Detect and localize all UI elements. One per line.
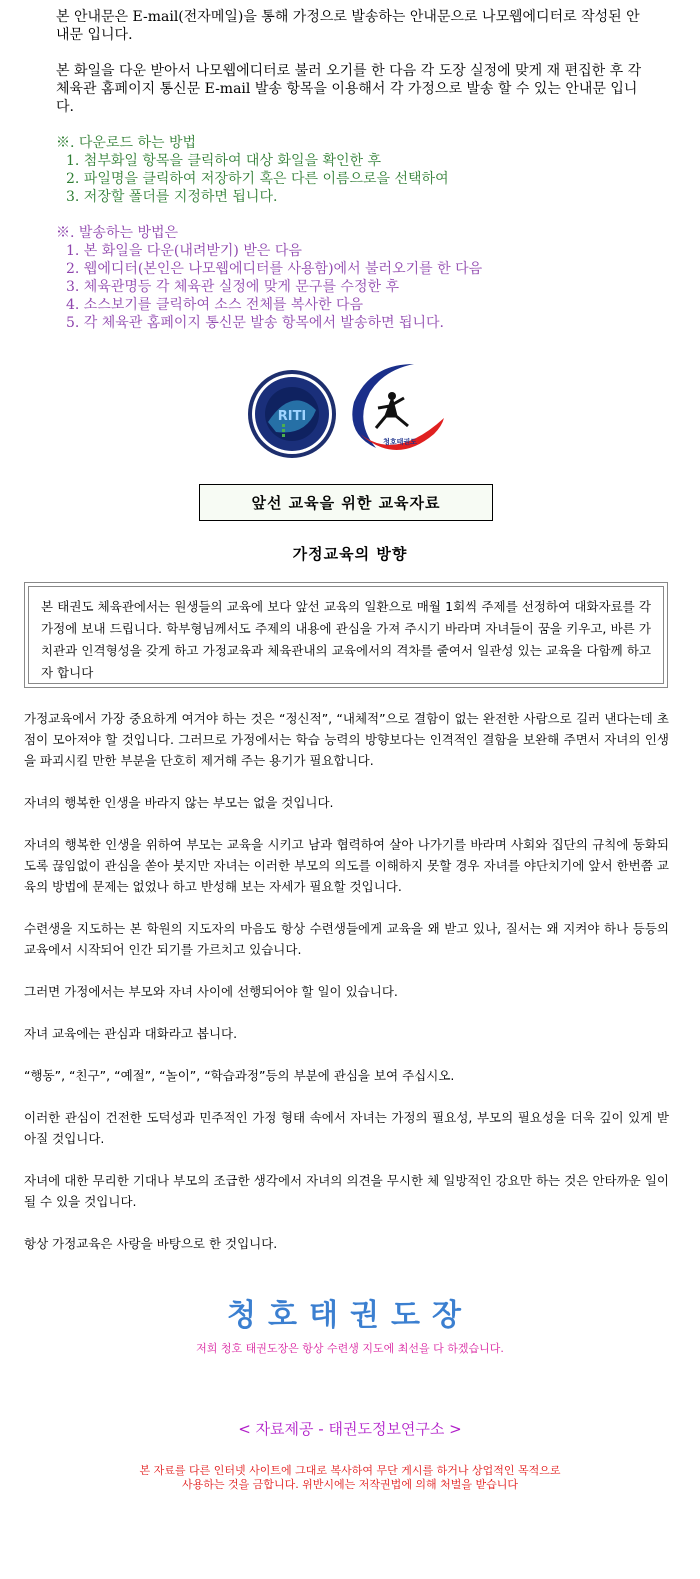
body-paragraph: “행동”, “친구”, “예절”, “놀이”, “학습과정”등의 부분에 관심을 보여 주십시오.	[24, 1068, 455, 1083]
copyright-notice	[0, 1464, 700, 1492]
body-paragraph: 자녀의 행복한 인생을 위하여 부모는 교육을 시키고 남과 협력하여 살아 나가기를 바라며 사회와 집단의 규칙에 동화되도록 끊임없이 관심을 쏟아 붓지만 자녀는 이러한 부모의 의도를 이해하지 못할 경우 자녀를 야단치기에 앞서 한번쯤 교육의 방법에 문제는 없었나 하고 반성해 보는 자세가 필요할 것입니다.	[24, 837, 669, 894]
seal-text: RITI	[277, 409, 307, 424]
body-paragraph: 이러한 관심이 건전한 도덕성과 민주적인 가정 형태 속에서 자녀는 가정의 필요성, 부모의 필요성을 더욱 깊이 있게 받아질 것입니다.	[24, 1110, 669, 1146]
copyright-line-1: 본 자료를 다른 인터넷 사이트에 그대로 복사하여 무단 게시를 하거나 상업적인 목적으로	[139, 1464, 561, 1477]
title-box-text: 앞선 교육을 위한 교육자료	[251, 494, 441, 512]
logos	[246, 362, 446, 462]
send-step: 5. 각 체육관 홈페이지 통신문 발송 항목에서 발송하면 됩니다.	[66, 315, 444, 331]
send-section	[56, 224, 646, 332]
intro-box	[24, 582, 668, 688]
send-step: 4. 소스보기를 클릭하여 소스 전체를 복사한 다음	[66, 297, 364, 313]
intro-para-1: 본 안내문은 E-mail(전자메일)을 통해 가정으로 발송하는 안내문으로 나모웹에디터로 작성된 안내문 입니다.	[56, 9, 640, 43]
download-title: ※. 다운로드 하는 방법	[56, 135, 196, 151]
brand-title: 청호태권도장	[227, 1298, 473, 1333]
title-box	[199, 484, 493, 521]
body-paragraph: 자녀 교육에는 관심과 대화라고 봅니다.	[24, 1026, 238, 1041]
page-heading: 가정교육의 방향	[292, 545, 408, 563]
body-paragraph: 가정교육에서 가장 중요하게 여겨야 하는 것은 “정신적”, “내체적”으로 결함이 없는 완전한 사람으로 길러 낸다는데 초점이 모아져야 할 것입니다. 그러므로 가정에서는 학습 능력의 방향보다는 인격적인 결함을 보완해 주면서 자녀의 인생을 파괴시킬 만한 부분을 단호히 제거해 주는 용기가 필요합니다.	[24, 711, 669, 768]
logo-caption: 청호태권도	[383, 438, 417, 446]
body-paragraph: 자녀의 행복한 인생을 바라지 않는 부모는 없을 것입니다.	[24, 795, 334, 810]
download-section	[56, 134, 646, 206]
download-step: 2. 파일명을 클릭하여 저장하기 혹은 다른 이름으로을 선택하여	[66, 171, 449, 187]
logos-graphic	[246, 362, 446, 462]
source-credit: < 자료제공 - 태권도정보연구소 >	[238, 1420, 462, 1438]
send-step: 2. 웹에디터(본인은 나모웹에디터를 사용함)에서 불러오기를 한 다음	[66, 261, 483, 277]
body-paragraph: 그러면 가정에서는 부모와 자녀 사이에 선행되어야 할 일이 있습니다.	[24, 984, 398, 999]
send-title: ※. 발송하는 방법은	[56, 225, 179, 241]
brand-subtitle: 저희 청호 태권도장은 항상 수련생 지도에 최선을 다 하겠습니다.	[196, 1342, 504, 1355]
body-paragraph: 항상 가정교육은 사랑을 바탕으로 한 것입니다.	[24, 1236, 278, 1251]
body-text	[24, 708, 669, 1275]
institute-seal-logo	[248, 370, 336, 458]
body-paragraph: 수련생을 지도하는 본 학원의 지도자의 마음도 항상 수련생들에게 교육을 왜 받고 있나, 질서는 왜 지켜야 하나 등등의 교육에서 시작되어 인간 되기를 가르치고 있습니다.	[24, 921, 669, 957]
send-step: 3. 체육관명등 각 체육관 실정에 맞게 문구를 수정한 후	[66, 279, 399, 295]
intro-box-text: 본 태권도 체육관에서는 원생들의 교육에 보다 앞선 교육의 일환으로 매월 1회씩 주제를 선정하여 대화자료를 각 가정에 보내 드립니다. 학부형님께서도 주제의 내용에 관심을 가져 주시기 바라며 자녀들이 꿈을 키우고, 바른 가치관과 인격형성을 갖게 하고 가정교육과 체육관내의 교육에서의 격차를 줄여서 일관성 있는 교육을 다함께 하고자 합니다	[28, 586, 664, 684]
copyright-line-2: 사용하는 것을 금합니다. 위반시에는 저작권법에 의해 처벌을 받습니다	[181, 1478, 519, 1491]
intro-para-2: 본 화일을 다운 받아서 나모웹에디터로 불러 오기를 한 다음 각 도장 실정에 맞게 재 편집한 후 각 체육관 홈페이지 통신문 E-mail 발송 항목을 이용해서 각 가정으로 발송 할 수 있는 안내문 입니다.	[56, 63, 642, 115]
download-step: 1. 첨부화일 항목을 클릭하여 대상 화일을 확인한 후	[66, 153, 381, 169]
chungho-taekwondo-logo	[352, 364, 444, 450]
body-paragraph: 자녀에 대한 무리한 기대나 부모의 조급한 생각에서 자녀의 의견을 무시한 체 일방적인 강요만 하는 것은 안타까운 일이 될 수 있을 것입니다.	[24, 1173, 669, 1209]
download-step: 3. 저장할 폴더를 지정하면 됩니다.	[66, 189, 278, 205]
send-step: 1. 본 화일을 다운(내려받기) 받은 다음	[66, 243, 302, 259]
